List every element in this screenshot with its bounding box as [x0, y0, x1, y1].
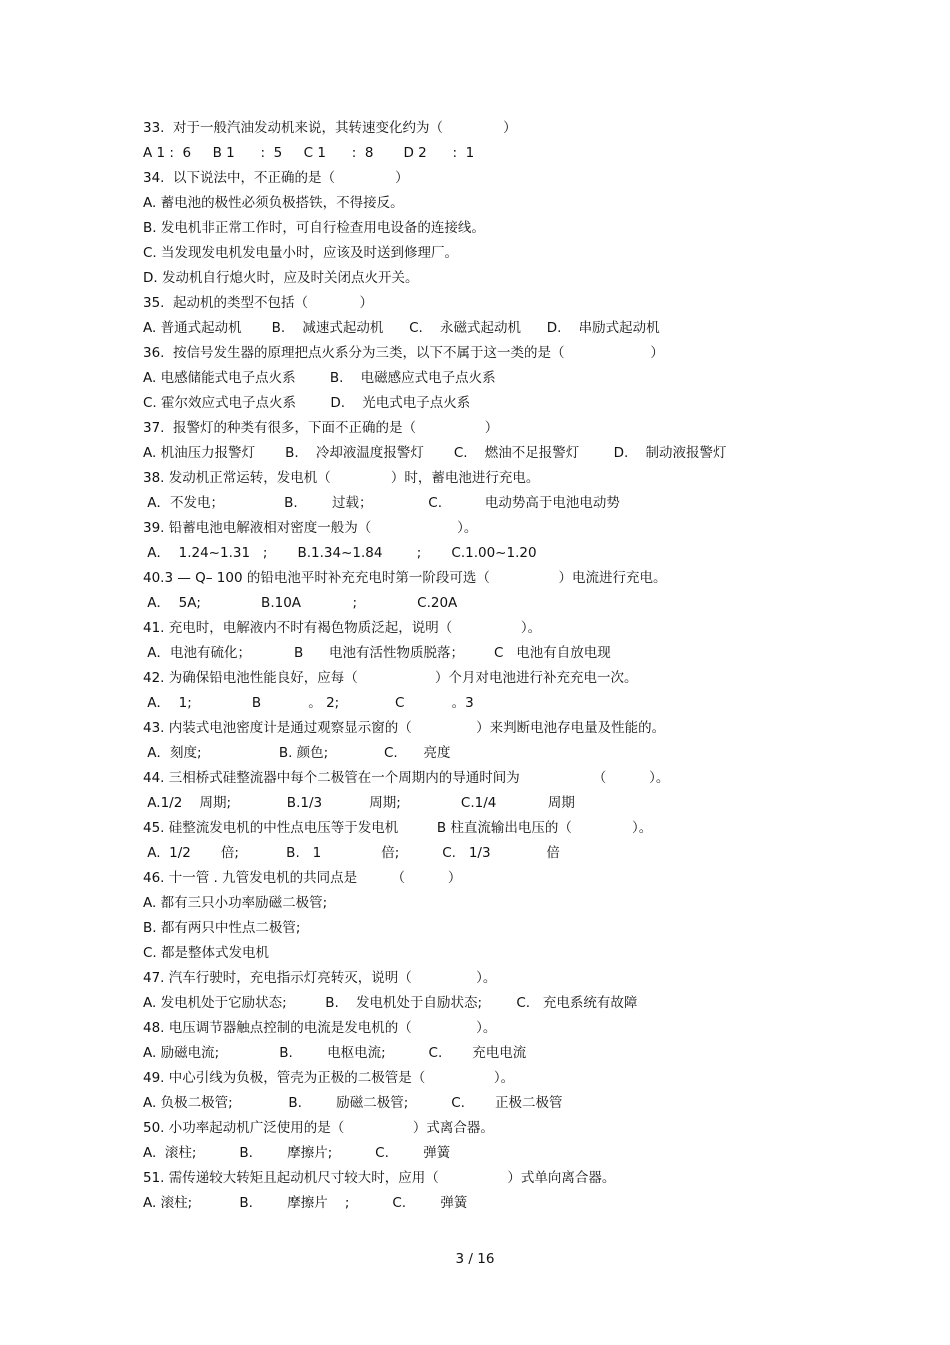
option-line: A. 发电机处于它励状态; B. 发电机处于自励状态; C. 充电系统有故障 — [143, 995, 638, 1011]
option-line: A. 电感储能式电子点火系 B. 电磁感应式电子点火系 — [143, 370, 496, 386]
question-line: 33. 对于一般汽油发动机来说，其转速变化约为（ ） — [143, 120, 517, 136]
question-line: 42. 为确保铅电池性能良好，应每（ ）个月对电池进行补充充电一次。 — [143, 670, 638, 686]
option-line: B. 发电机非正常工作时，可自行检查用电设备的连接线。 — [143, 220, 485, 236]
option-line: A．电池有硫化； B 电池有活性物质脱落； C 电池有自放电现 — [143, 645, 611, 661]
question-line: 46. 十一管 . 九管发电机的共同点是 （ ） — [143, 870, 462, 886]
question-line: 41. 充电时，电解液内不时有褐色物质泛起，说明（ ）。 — [143, 620, 542, 636]
option-line: A.1/2 周期; B.1/3 周期; C.1/4 周期 — [143, 795, 575, 811]
option-line: A. 滚柱; B. 摩擦片 ; C. 弹簧 — [143, 1195, 468, 1211]
question-line: 40.3 — Q– 100 的铅电池平时补充充电时第一阶段可选（ ）电流进行充电。 — [143, 570, 667, 586]
option-line: C. 当发现发电机发电量小时，应该及时送到修理厂。 — [143, 245, 459, 261]
question-line: 38. 发动机正常运转，发电机（ ）时，蓄电池进行充电。 — [143, 470, 540, 486]
option-line: A. 普通式起动机 B. 减速式起动机 C. 永磁式起动机 D. 串励式起动机 — [143, 320, 660, 336]
page-number: 3 / 16 — [455, 1251, 495, 1267]
question-line: 37. 报警灯的种类有很多，下面不正确的是（ ） — [143, 420, 499, 436]
option-line: A． 1.24~1.31 ; B.1.34~1.84 ; C.1.00~1.20 — [143, 545, 537, 561]
option-line: A. 蓄电池的极性必须负极搭铁，不得接反。 — [143, 195, 404, 211]
question-line: 47. 汽车行驶时，充电指示灯亮转灭，说明（ ）。 — [143, 970, 497, 986]
option-line: A. 都有三只小功率励磁二极管; — [143, 895, 328, 911]
option-line: A. 滚柱; B. 摩擦片; C. 弹簧 — [143, 1145, 451, 1161]
question-line: 51. 需传递较大转矩且起动机尺寸较大时，应用（ ）式单向离合器。 — [143, 1170, 616, 1186]
option-line: A. 机油压力报警灯 B. 冷却液温度报警灯 C. 燃油不足报警灯 D. 制动液报警灯 — [143, 445, 727, 461]
question-line: 35. 起动机的类型不包括（ ） — [143, 295, 374, 311]
option-line: A． 1; B 。 2; C 。3 — [143, 695, 474, 711]
option-line: D. 发动机自行熄火时，应及时关闭点火开关。 — [143, 270, 419, 286]
option-line: A．不发电； B. 过载； C. 电动势高于电池电动势 — [143, 495, 620, 511]
option-line: B. 都有两只中性点二极管; — [143, 920, 301, 936]
question-line: 39. 铅蓄电池电解液相对密度一般为（ ）。 — [143, 520, 478, 536]
option-line: A. 负极二极管; B. 励磁二极管; C. 正极二极管 — [143, 1095, 563, 1111]
option-line: A. 励磁电流; B. 电枢电流; C. 充电电流 — [143, 1045, 527, 1061]
question-line: 49. 中心引线为负极，管壳为正极的二极管是（ ）。 — [143, 1070, 515, 1086]
question-line: 44. 三相桥式硅整流器中每个二极管在一个周期内的导通时间为 （ ）。 — [143, 770, 670, 786]
option-line: C. 都是整体式发电机 — [143, 945, 270, 961]
option-line: A 1 : 6 B 1 : 5 C 1 : 8 D 2 : 1 — [143, 145, 475, 161]
option-line: A．刻度; B. 颜色; C. 亮度 — [143, 745, 451, 761]
question-line: 34. 以下说法中，不正确的是（ ） — [143, 170, 409, 186]
question-line: 36. 按信号发生器的原理把点火系分为三类，以下不属于这一类的是（ ） — [143, 345, 664, 361]
option-line: C. 霍尔效应式电子点火系 D. 光电式电子点火系 — [143, 395, 471, 411]
question-line: 48. 电压调节器触点控制的电流是发电机的（ ）。 — [143, 1020, 497, 1036]
option-line: A. 1/2 倍; B. 1 倍; C. 1/3 倍 — [143, 845, 560, 861]
question-list — [143, 116, 783, 1216]
option-line: A． 5A; B.10A ; C.20A — [143, 595, 458, 611]
question-line: 45. 硅整流发电机的中性点电压等于发电机 B 柱直流输出电压的（ ）。 — [143, 820, 653, 836]
question-line: 50. 小功率起动机广泛使用的是（ ）式离合器。 — [143, 1120, 494, 1136]
question-line: 43. 内装式电池密度计是通过观察显示窗的（ ）来判断电池存电量及性能的。 — [143, 720, 666, 736]
